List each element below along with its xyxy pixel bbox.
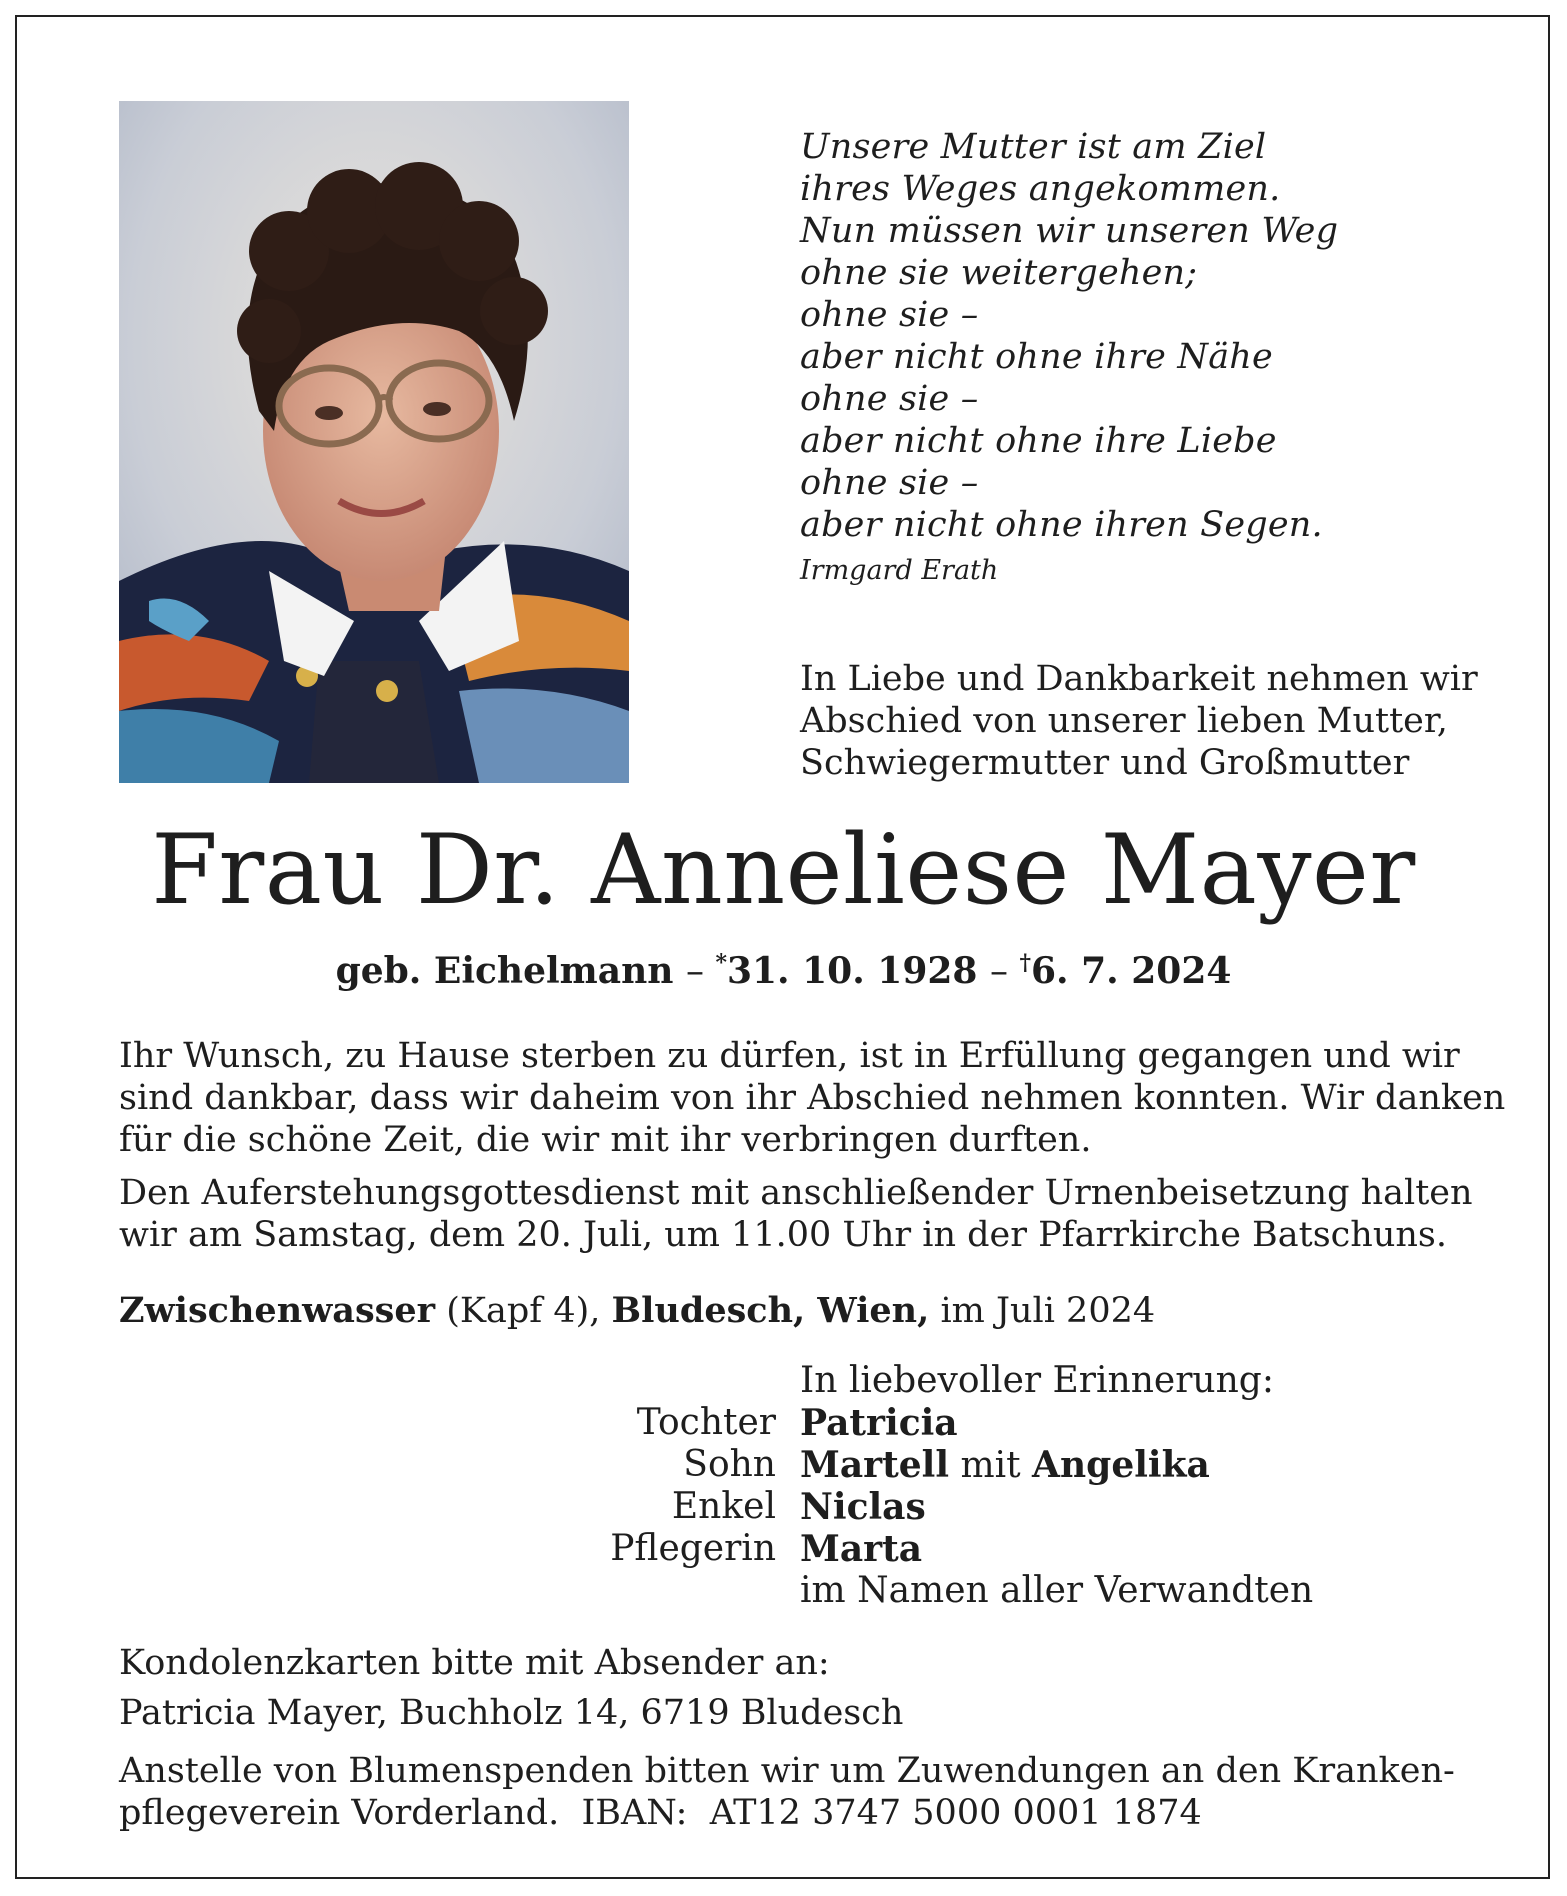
intro-text [800,658,1478,784]
poem-line: aber nicht ohne ihre Nähe [800,337,1273,377]
family-relation: Enkel [671,1486,776,1527]
intro-line: Abschied von unserer lieben Mutter, [800,701,1448,741]
poem-line: ohne sie – [800,463,979,503]
paragraph-line: für die schöne Zeit, die wir mit ihr verbringen durften. [119,1120,1092,1160]
paragraph-line: wir am Samstag, dem 20. Juli, um 11.00 Uhr in der Pfarrkirche Batschuns. [119,1215,1447,1255]
wish-paragraph [119,1035,1506,1161]
death-date: 6. 7. 2024 [1031,950,1232,992]
poem-line: ihres Weges angekommen. [800,169,1281,209]
poem-author: Irmgard Erath [800,555,999,586]
poem-line: ohne sie – [800,379,979,419]
birth-date: 31. 10. 1928 [726,950,978,992]
paragraph-line: Ihr Wunsch, zu Hause sterben zu dürfen, ist in Erfüllung gegangen und wir [119,1036,1460,1076]
family-heading: In liebevoller Erinnerung: [800,1360,1274,1401]
family-name: Martell [800,1444,950,1486]
birth-name: geb. Eichelmann [335,950,674,992]
paragraph-line: sind dankbar, dass wir daheim von ihr Abschied nehmen konnten. Wir danken [119,1078,1506,1118]
poem-line: aber nicht ohne ihren Segen. [800,505,1323,545]
place-towns: Bludesch, Wien, [611,1290,930,1331]
intro-line: Schwiegermutter und Großmutter [800,743,1410,783]
family-name: Niclas [800,1486,926,1528]
family-member [0,1528,1567,1570]
family-relation: Sohn [683,1444,776,1485]
place-and-date [119,1290,1155,1331]
poem-line: Unsere Mutter ist am Ziel [800,127,1267,167]
poem-line: ohne sie – [800,295,979,335]
family-list [0,1360,1567,1612]
family-member [0,1402,1567,1444]
family-relation: Tochter [636,1402,776,1443]
family-name: Patricia [800,1402,958,1444]
family-relation: Pflegerin [610,1528,776,1569]
condolence-line: Kondolenzkarten bitte mit Absender an: [119,1643,830,1683]
condolence-line: Patricia Mayer, Buchholz 14, 6719 Bludesch [119,1693,904,1733]
family-connector: mit [949,1445,1033,1486]
donation-note [119,1750,1455,1834]
deceased-name: Frau Dr. Anneliese Mayer [151,814,1416,926]
place-date: im Juli 2024 [929,1291,1156,1331]
paragraph-line: Den Auferstehungsgottesdienst mit anschließender Urnenbeisetzung halten [119,1173,1473,1213]
dash: – [990,951,1009,992]
place-address: (Kapf 4), [435,1291,612,1331]
family-member [0,1486,1567,1528]
death-symbol: † [1019,950,1031,976]
portrait-photo [119,101,629,783]
service-paragraph [119,1172,1473,1256]
poem-line: ohne sie weitergehen; [800,253,1198,293]
family-closing: im Namen aller Verwandten [800,1570,1314,1611]
dash: – [685,951,704,992]
intro-line: In Liebe und Dankbarkeit nehmen wir [800,659,1478,699]
family-name: Marta [800,1528,923,1570]
donation-line: Anstelle von Blumenspenden bitten wir um Zuwendungen an den Kranken- [119,1751,1455,1791]
place-town: Zwischenwasser [119,1290,436,1331]
life-dates [0,950,1567,992]
family-partner: Angelika [1032,1444,1210,1486]
birth-symbol: * [715,950,727,976]
donation-line: pflegeverein Vorderland. IBAN: AT12 3747 5000 0001 1874 [119,1793,1202,1833]
poem-line: Nun müssen wir unseren Weg [800,211,1339,251]
condolence-address [119,1638,903,1738]
memorial-poem [800,126,1480,546]
poem-line: aber nicht ohne ihre Liebe [800,421,1277,461]
family-member [0,1444,1567,1486]
